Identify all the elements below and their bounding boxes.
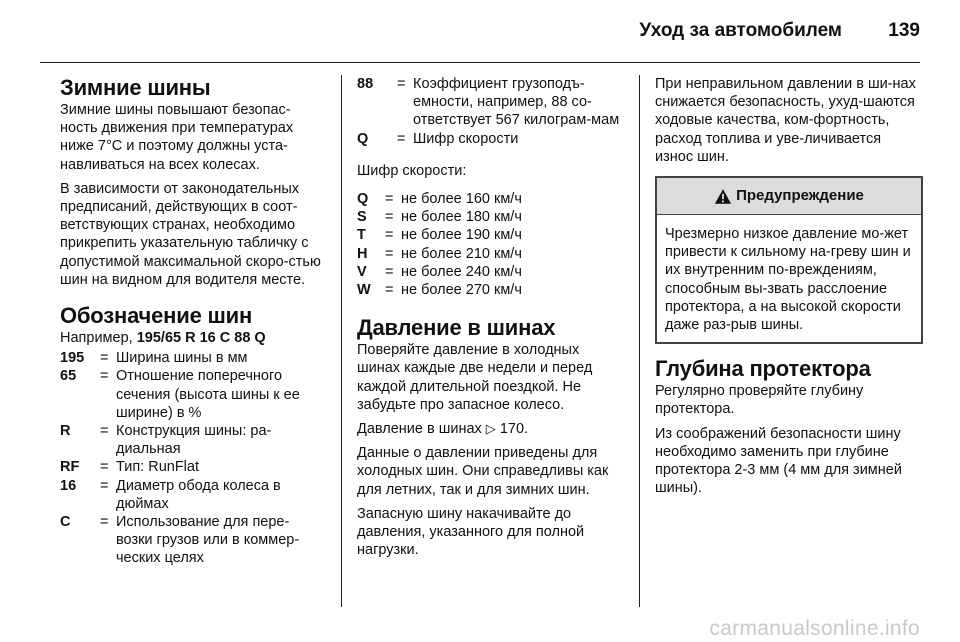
- warning-box: [655, 176, 923, 344]
- speed-key: V: [357, 263, 367, 280]
- speed-equals: =: [385, 245, 394, 262]
- header-title: Уход за автомобилем: [639, 20, 842, 41]
- tire-pressure-paragraph-4: Запасную шину накачивайте до давления, указанного для полной нагрузки.: [357, 505, 585, 559]
- speed-row: [357, 226, 623, 244]
- speed-equals: =: [385, 209, 394, 226]
- speed-desc: не более 160 км/ч: [401, 191, 522, 208]
- speed-equals: =: [385, 263, 394, 280]
- watermark: carmanualsonline.info: [709, 617, 920, 640]
- tire-designation-heading: Обозначение шин: [60, 303, 253, 329]
- example-prefix: Например,: [60, 330, 137, 347]
- column-divider-1: [341, 75, 342, 607]
- spec-desc: Диаметр обода колеса в дюймах: [116, 477, 281, 512]
- warning-body: Чрезмерно низкое давление мо-жет привести к сильному на-греву шин и их внутренним по-вреждениям, способным вы-звать расслоение протектора, а на высокой скорости даже раз-рыв шины.: [665, 226, 911, 334]
- speed-rating-list: [357, 190, 623, 299]
- speed-rating-intro: Шифр скорости:: [357, 162, 467, 179]
- warning-title: Предупреждение: [736, 186, 864, 204]
- spec-desc: Отношение поперечного сечения (высота шины к ее ширине) в %: [116, 368, 300, 421]
- spec-desc: Коэффициент грузоподъ-емности, например, 88 со-ответствует 567 килограм-мам: [413, 76, 620, 129]
- spec-desc: Тип: RunFlat: [116, 459, 199, 476]
- spec-desc: Ширина шины в мм: [116, 350, 248, 367]
- speed-desc: не более 270 км/ч: [401, 282, 522, 299]
- spec-key: R: [60, 423, 71, 440]
- spec-equals: =: [100, 423, 109, 440]
- speed-row: [357, 281, 623, 299]
- pressure-ref-page[interactable]: 170.: [499, 421, 529, 438]
- spec-key: 88: [357, 76, 374, 92]
- speed-desc: не более 190 км/ч: [401, 227, 522, 244]
- tire-spec-list-continued: [357, 75, 623, 148]
- spec-row: [60, 422, 324, 458]
- speed-desc: не более 240 км/ч: [401, 263, 522, 280]
- winter-tires-paragraph-2: В зависимости от законодательных предписаний, действующих в соот-ветствующих странах, необходимо прикрепить указательную табличку с допустимой максимальной скоро-стью шин на видном для водителя месте.: [60, 180, 321, 288]
- spec-row: [60, 349, 324, 367]
- speed-desc: не более 180 км/ч: [401, 209, 522, 226]
- speed-equals: =: [385, 191, 394, 208]
- speed-key: W: [357, 282, 371, 299]
- spec-equals: =: [100, 368, 109, 385]
- spec-equals: =: [100, 350, 109, 367]
- page-reference-icon: ▷: [485, 421, 496, 437]
- speed-key: H: [357, 245, 368, 262]
- column-3: [655, 75, 923, 503]
- spec-equals: =: [397, 130, 406, 147]
- spec-key: RF: [60, 459, 80, 476]
- spec-equals: =: [100, 514, 109, 531]
- spec-row: [357, 75, 623, 130]
- spec-desc: Конструкция шины: ра-диальная: [116, 423, 272, 458]
- spec-desc: Шифр скорости: [413, 130, 519, 147]
- header-divider: [40, 62, 920, 63]
- pressure-ref-text: Давление в шинах: [357, 421, 486, 438]
- column-divider-2: [639, 75, 640, 607]
- spec-row: [60, 367, 324, 422]
- speed-key: T: [357, 227, 366, 244]
- spec-key: 65: [60, 368, 77, 385]
- winter-tires-heading: Зимние шины: [60, 75, 211, 100]
- speed-row: [357, 190, 623, 208]
- tire-pressure-paragraph-2: [357, 420, 623, 438]
- spec-equals: =: [100, 477, 109, 494]
- example-line: [60, 329, 324, 347]
- speed-row: [357, 245, 623, 263]
- tire-spec-list: [60, 349, 324, 567]
- speed-desc: не более 210 км/ч: [401, 245, 522, 262]
- column-1: [60, 75, 324, 568]
- speed-key: Q: [357, 191, 369, 208]
- spec-key: Q: [357, 130, 369, 147]
- winter-tires-paragraph-1: Зимние шины повышают безопас-ность движения при температурах ниже 7°C и поэтому должны уста-навливаться на всех колесах.: [60, 102, 294, 173]
- speed-row: [357, 263, 623, 281]
- tread-depth-heading: Глубина протектора: [655, 356, 871, 382]
- page-header: [0, 0, 960, 64]
- spec-key: C: [60, 514, 71, 531]
- spec-row: [357, 130, 623, 148]
- spec-key: 195: [60, 350, 85, 367]
- tread-depth-paragraph-2: Из соображений безопасности шину необходимо заменить при глубине протектора 2-3 мм (4 мм для зимней шины).: [655, 425, 902, 497]
- spec-key: 16: [60, 477, 77, 494]
- pressure-consequences-paragraph: При неправильном давлении в ши-нах снижается безопасность, ухуд-шаются ходовые качества, ком-фортность, расход топлива и уве-личивается износ шин.: [655, 76, 916, 165]
- speed-equals: =: [385, 282, 394, 299]
- spec-desc: Использование для пере-возки грузов или в коммер-ческих целях: [116, 514, 300, 567]
- page-number: 139: [888, 20, 920, 41]
- spec-row: [60, 477, 324, 513]
- spec-row: [60, 513, 324, 568]
- speed-equals: =: [385, 227, 394, 244]
- tire-pressure-paragraph-3: Данные о давлении приведены для холодных шин. Они справедливы как для летних, так и для зимних шин.: [357, 445, 609, 498]
- spec-row: [60, 458, 324, 476]
- spec-equals: =: [100, 459, 109, 476]
- warning-triangle-icon: [714, 188, 732, 205]
- spec-equals: =: [397, 76, 406, 92]
- speed-row: [357, 208, 623, 226]
- warning-header: [657, 178, 921, 215]
- speed-key: S: [357, 209, 367, 226]
- column-2: [357, 75, 623, 565]
- tread-depth-paragraph-1: Регулярно проверяйте глубину протектора.: [655, 383, 864, 418]
- tire-pressure-heading: Давление в шинах: [357, 315, 556, 341]
- tire-pressure-paragraph-1: Поверяйте давление в холодных шинах каждые две недели и перед каждой длительной поездкой. Не забудьте про запасное колесо.: [357, 342, 593, 413]
- example-code: 195/65 R 16 C 88 Q: [136, 330, 266, 347]
